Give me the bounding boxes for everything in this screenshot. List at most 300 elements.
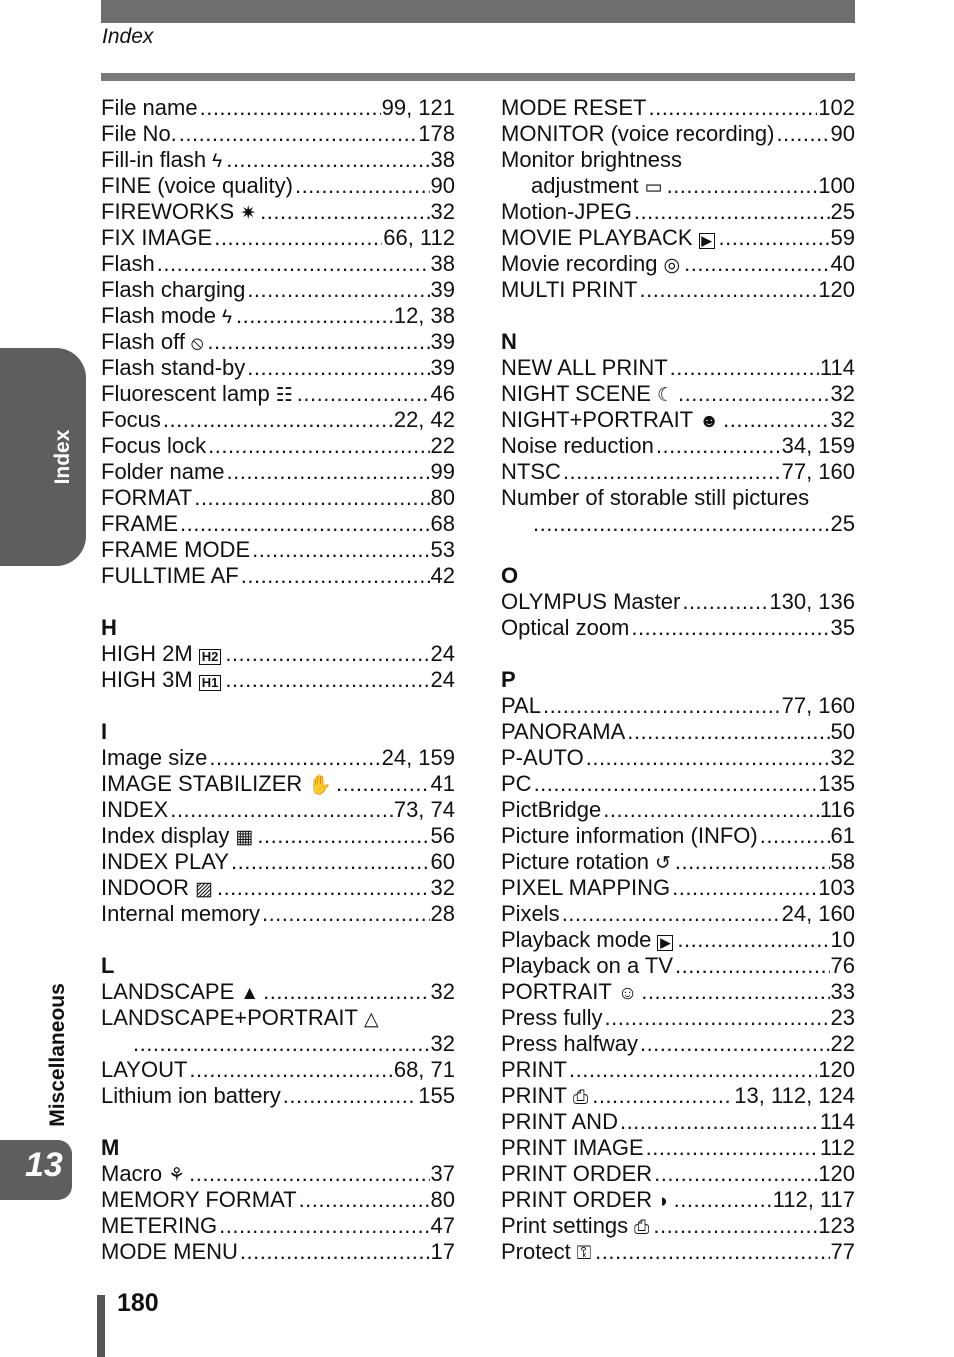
dot-leader — [219, 1213, 429, 1239]
dot-leader — [682, 589, 768, 615]
index-entry — [501, 433, 855, 459]
entry-term: MODE RESET — [501, 95, 647, 120]
dot-leader — [670, 355, 819, 381]
entry-term: PRINT — [501, 1057, 567, 1082]
entry-term: PC — [501, 771, 532, 796]
entry-page-ref: 77, 160 — [781, 693, 855, 718]
dot-leader — [231, 849, 430, 875]
entry-term: FRAME MODE — [101, 537, 251, 562]
portrait-icon: ☺ — [617, 983, 638, 1004]
entry-page-ref: 32 — [430, 199, 455, 224]
section-spacer — [501, 537, 855, 563]
dot-leader — [208, 433, 429, 459]
dot-leader — [592, 1083, 733, 1109]
entry-term: PAL — [501, 693, 541, 718]
dot-leader — [214, 225, 382, 251]
index-entry — [501, 1083, 855, 1109]
entry-term: NIGHT+PORTRAIT — [501, 407, 694, 432]
entry-page-ref: 22 — [830, 1031, 855, 1056]
playback-icon: ▶ — [699, 233, 715, 249]
index-entry — [101, 511, 455, 537]
entry-term: PRINT — [501, 1083, 567, 1108]
section-letter: L — [101, 953, 115, 978]
section-letter: P — [501, 667, 516, 692]
index-entry — [101, 797, 455, 823]
entry-term: Lithium ion battery — [101, 1083, 281, 1108]
index-entry — [501, 719, 855, 745]
dot-leader — [569, 1057, 817, 1083]
dot-leader — [667, 173, 818, 199]
dot-leader — [604, 1005, 829, 1031]
entry-term: Index display — [101, 823, 230, 848]
protect-key-icon: ⚿ — [576, 1243, 592, 1264]
playback-icon: ▶ — [657, 935, 673, 951]
index-entry — [101, 303, 455, 329]
index-entry — [501, 1213, 855, 1239]
entry-term: Focus lock — [101, 433, 207, 458]
movie-icon: ◎ — [663, 255, 681, 276]
index-entry — [101, 147, 455, 173]
entry-page-ref: 77, 160 — [781, 459, 855, 484]
dot-leader — [672, 875, 817, 901]
entry-term: adjustment — [531, 173, 639, 198]
flash-icon: ϟ — [212, 151, 223, 172]
index-entry — [101, 849, 455, 875]
entry-page-ref: 130, 136 — [769, 589, 855, 614]
entry-term: IMAGE STABILIZER — [101, 771, 303, 796]
entry-page-ref: 116 — [819, 797, 855, 822]
entry-term: Flash mode — [101, 303, 216, 328]
dot-leader — [283, 1083, 418, 1109]
entry-term: INDEX PLAY — [101, 849, 229, 874]
dot-leader — [247, 355, 429, 381]
entry-term: Protect — [501, 1239, 571, 1264]
index-entry — [101, 641, 455, 667]
entry-term: Monitor brightness — [501, 147, 682, 172]
entry-term: Press fully — [501, 1005, 603, 1030]
entry-term: Focus — [101, 407, 161, 432]
dot-leader — [678, 381, 830, 407]
entry-term: Motion-JPEG — [501, 199, 632, 224]
section-letter: O — [501, 563, 519, 588]
stabilizer-icon: ✋ — [308, 775, 332, 796]
index-entry — [101, 667, 455, 693]
entry-term: INDOOR — [101, 875, 189, 900]
dot-leader — [677, 927, 829, 953]
index-entry — [501, 1161, 855, 1187]
chapter-label: Miscellaneous — [46, 983, 69, 1127]
entry-page-ref: 46 — [430, 381, 455, 406]
index-entry — [501, 1109, 855, 1135]
section-spacer — [101, 1109, 455, 1135]
print-icon: ⎙ — [573, 1087, 589, 1108]
dot-leader — [297, 381, 430, 407]
index-entry — [101, 355, 455, 381]
dot-leader — [719, 225, 830, 251]
entry-term: INDEX — [101, 797, 169, 822]
dot-leader — [653, 1213, 817, 1239]
index-entry — [101, 979, 455, 1005]
header-rule — [101, 73, 855, 81]
index-entry — [101, 459, 455, 485]
entry-page-ref: 39 — [430, 329, 455, 354]
entry-term: OLYMPUS Master — [501, 589, 681, 614]
print-order-icon: ◗ — [658, 1191, 670, 1212]
entry-page-ref: 102 — [818, 95, 855, 120]
dot-leader — [723, 407, 829, 433]
entry-page-ref: 114 — [819, 1109, 855, 1134]
entry-term: Print settings — [501, 1213, 629, 1238]
entry-page-ref: 80 — [430, 1187, 455, 1212]
index-entry — [501, 745, 855, 771]
entry-page-ref: 90 — [430, 173, 455, 198]
entry-page-ref: 10 — [830, 927, 855, 952]
index-entry — [501, 589, 855, 615]
index-entry — [101, 485, 455, 511]
dot-leader — [200, 95, 381, 121]
index-side-tab-label: Index — [51, 429, 74, 485]
entry-page-ref: 66, 112 — [383, 225, 455, 250]
chapter-number: 13 — [25, 1146, 63, 1184]
dot-leader — [654, 1161, 817, 1187]
dot-leader — [336, 771, 430, 797]
page-header-title: Index — [102, 25, 154, 48]
dot-leader — [180, 511, 430, 537]
index-side-tab — [0, 348, 86, 566]
entry-term: Flash charging — [101, 277, 246, 302]
entry-term: LAYOUT — [101, 1057, 188, 1082]
index-entry — [501, 277, 855, 303]
entry-page-ref: 22, 42 — [393, 407, 455, 432]
dot-leader — [236, 303, 393, 329]
section-spacer — [101, 693, 455, 719]
dot-leader — [656, 433, 781, 459]
entry-page-ref: 120 — [818, 1057, 855, 1082]
entry-page-ref: 39 — [430, 355, 455, 380]
index-entry — [101, 1213, 455, 1239]
index-entry — [101, 771, 455, 797]
entry-term: NEW ALL PRINT — [501, 355, 668, 380]
index-entry — [101, 433, 455, 459]
dot-leader — [209, 745, 380, 771]
index-entry — [501, 121, 855, 147]
index-entry — [501, 459, 855, 485]
index-entry — [501, 979, 855, 1005]
entry-term: Pixels — [501, 901, 560, 926]
entry-page-ref: 24 — [430, 667, 455, 692]
entry-page-ref: 38 — [430, 147, 455, 172]
section-letter: N — [501, 329, 517, 354]
entry-term: Press halfway — [501, 1031, 638, 1056]
entry-term: Internal memory — [101, 901, 260, 926]
entry-term: Folder name — [101, 459, 225, 484]
entry-term: Flash — [101, 251, 155, 276]
entry-term: Macro — [101, 1161, 163, 1186]
index-entry — [501, 953, 855, 979]
dot-leader — [760, 823, 830, 849]
dot-leader — [262, 901, 430, 927]
h2-icon: H2 — [199, 649, 222, 665]
dot-leader — [639, 277, 817, 303]
entry-page-ref: 68, 71 — [393, 1057, 455, 1082]
dot-leader — [260, 199, 429, 225]
entry-page-ref: 33 — [830, 979, 855, 1004]
dot-leader — [227, 459, 430, 485]
entry-term: Fill-in flash — [101, 147, 207, 172]
entry-term: FIX IMAGE — [101, 225, 213, 250]
entry-page-ref: 99 — [430, 459, 455, 484]
index-entry — [501, 173, 855, 199]
entry-page-ref: 42 — [430, 563, 455, 588]
index-entry — [501, 849, 855, 875]
entry-term: Playback mode — [501, 927, 652, 952]
page-number: 180 — [117, 1289, 159, 1317]
dot-leader — [631, 615, 829, 641]
entry-page-ref: 100 — [818, 173, 855, 198]
rotation-icon: ↺ — [654, 853, 671, 874]
entry-page-ref: 32 — [830, 407, 855, 432]
entry-page-ref: 56 — [430, 823, 455, 848]
dot-leader — [620, 1109, 819, 1135]
index-entry — [501, 381, 855, 407]
entry-page-ref: 32 — [830, 381, 855, 406]
entry-page-ref: 60 — [430, 849, 455, 874]
dot-leader — [533, 511, 830, 537]
entry-page-ref: 32 — [830, 745, 855, 770]
index-entry — [101, 745, 455, 771]
entry-page-ref: 32 — [430, 979, 455, 1004]
landscape-icon: ▲ — [240, 983, 260, 1004]
dot-leader — [217, 875, 430, 901]
indoor-icon: ▨ — [195, 879, 213, 900]
entry-term: P-AUTO — [501, 745, 584, 770]
entry-term: MEMORY FORMAT — [101, 1187, 297, 1212]
dot-leader — [194, 485, 429, 511]
entry-page-ref: 99, 121 — [381, 95, 455, 120]
index-entry — [501, 251, 855, 277]
entry-term: Playback on a TV — [501, 953, 674, 978]
dot-leader — [189, 1161, 429, 1187]
section-spacer — [501, 641, 855, 667]
entry-page-ref: 178 — [418, 121, 455, 146]
index-entry — [501, 485, 855, 511]
entry-term: MONITOR (voice recording) — [501, 121, 775, 146]
section-spacer — [501, 303, 855, 329]
index-entry — [501, 901, 855, 927]
dot-leader — [225, 641, 429, 667]
entry-page-ref: 37 — [430, 1161, 455, 1186]
entry-page-ref: 80 — [430, 485, 455, 510]
index-entry — [501, 199, 855, 225]
dot-leader — [586, 745, 830, 771]
chapter-tab — [0, 1140, 72, 1200]
index-display-icon: ▦ — [235, 827, 254, 848]
index-entry — [501, 225, 855, 251]
entry-page-ref: 28 — [430, 901, 455, 926]
entry-page-ref: 90 — [830, 121, 855, 146]
entry-term: PRINT ORDER — [501, 1161, 653, 1186]
entry-page-ref: 41 — [430, 771, 455, 796]
index-entry — [501, 1187, 855, 1213]
dot-leader — [543, 693, 781, 719]
index-entry — [101, 251, 455, 277]
dot-leader — [603, 797, 819, 823]
dot-leader — [241, 563, 430, 589]
index-entry — [101, 225, 455, 251]
night-portrait-icon: ☻ — [699, 411, 720, 432]
index-entry — [501, 615, 855, 641]
flash-off-icon: ⦸ — [190, 333, 204, 354]
entry-page-ref: 114 — [819, 355, 855, 380]
index-entry — [101, 1031, 455, 1057]
dot-leader — [684, 251, 829, 277]
entry-term: PIXEL MAPPING — [501, 875, 671, 900]
index-entry — [501, 355, 855, 381]
entry-page-ref: 39 — [430, 277, 455, 302]
index-column-right — [501, 95, 855, 1265]
dot-leader — [627, 719, 829, 745]
dot-leader — [226, 147, 429, 173]
dot-leader — [640, 1031, 830, 1057]
entry-page-ref: 23 — [830, 1005, 855, 1030]
dot-leader — [675, 849, 830, 875]
entry-page-ref: 112, 117 — [772, 1187, 855, 1212]
index-entry — [101, 1161, 455, 1187]
dot-leader — [675, 953, 829, 979]
entry-page-ref: 17 — [430, 1239, 455, 1264]
section-spacer — [101, 927, 455, 953]
index-entry — [101, 1187, 455, 1213]
entry-term: Optical zoom — [501, 615, 630, 640]
entry-page-ref: 22 — [430, 433, 455, 458]
dot-leader — [225, 667, 429, 693]
entry-page-ref: 76 — [830, 953, 855, 978]
entry-page-ref: 68 — [430, 511, 455, 536]
dot-leader — [263, 979, 429, 1005]
index-entry — [501, 1031, 855, 1057]
entry-page-ref: 50 — [830, 719, 855, 744]
index-entry — [501, 927, 855, 953]
section-spacer — [101, 589, 455, 615]
dot-leader — [170, 797, 393, 823]
entry-page-ref: 120 — [818, 277, 855, 302]
dot-leader — [595, 1239, 829, 1265]
index-entry — [501, 1057, 855, 1083]
entry-page-ref: 40 — [830, 251, 855, 276]
entry-term: Movie recording — [501, 251, 658, 276]
index-entry — [101, 329, 455, 355]
entry-term: File name — [101, 95, 198, 120]
dot-leader — [634, 199, 830, 225]
page-number-bar — [97, 1295, 105, 1357]
entry-term: NIGHT SCENE — [501, 381, 651, 406]
entry-term: PANORAMA — [501, 719, 626, 744]
entry-term: NTSC — [501, 459, 561, 484]
entry-page-ref: 38 — [430, 251, 455, 276]
index-entry — [501, 147, 855, 173]
dot-leader — [157, 251, 430, 277]
entry-page-ref: 120 — [818, 1161, 855, 1186]
entry-page-ref: 135 — [818, 771, 855, 796]
index-entry — [101, 199, 455, 225]
index-entry — [101, 95, 455, 121]
index-entry — [101, 901, 455, 927]
dot-leader — [534, 771, 818, 797]
dot-leader — [641, 979, 829, 1005]
entry-page-ref: 24 — [430, 641, 455, 666]
fluorescent-icon: ☷ — [275, 385, 293, 406]
entry-term: Number of storable still pictures — [501, 485, 810, 510]
entry-term: PRINT IMAGE — [501, 1135, 644, 1160]
index-entry — [501, 95, 855, 121]
index-entry — [501, 407, 855, 433]
index-entry — [501, 693, 855, 719]
landscape-portrait-icon: △ — [363, 1009, 379, 1030]
dot-leader — [179, 121, 417, 147]
entry-term: HIGH 3M — [101, 667, 193, 692]
entry-term: LANDSCAPE — [101, 979, 235, 1004]
entry-page-ref: 24, 159 — [381, 745, 455, 770]
entry-term: FIREWORKS — [101, 199, 235, 224]
entry-page-ref: 32 — [430, 1031, 455, 1056]
index-entry — [101, 407, 455, 433]
night-scene-icon: ☾ — [656, 385, 674, 406]
section-letter: H — [101, 615, 117, 640]
entry-term: MULTI PRINT — [501, 277, 638, 302]
index-entry — [101, 563, 455, 589]
dot-leader — [646, 1135, 819, 1161]
index-entry — [101, 1057, 455, 1083]
dot-leader — [189, 1057, 392, 1083]
entry-term: File No. — [101, 121, 177, 146]
dot-leader — [562, 901, 781, 927]
index-entry — [501, 1239, 855, 1265]
index-entry — [501, 1135, 855, 1161]
entry-page-ref: 103 — [818, 875, 855, 900]
entry-term: FORMAT — [101, 485, 193, 510]
dot-leader — [247, 277, 429, 303]
dot-leader — [240, 1239, 430, 1265]
entry-term: Fluorescent lamp — [101, 381, 270, 406]
entry-page-ref: 155 — [418, 1083, 455, 1108]
dot-leader — [299, 1187, 430, 1213]
index-entry — [501, 771, 855, 797]
monitor-brightness-icon: ▭ — [644, 177, 663, 198]
dot-leader — [648, 95, 817, 121]
entry-term: Picture rotation — [501, 849, 649, 874]
entry-term: MODE MENU — [101, 1239, 238, 1264]
entry-term: Picture information (INFO) — [501, 823, 758, 848]
fireworks-icon: ✷ — [240, 203, 257, 224]
index-entry — [101, 277, 455, 303]
entry-term: PRINT ORDER — [501, 1187, 653, 1212]
dot-leader — [163, 407, 393, 433]
entry-term: PORTRAIT — [501, 979, 612, 1004]
index-entry — [101, 1083, 455, 1109]
dot-leader — [207, 329, 429, 355]
index-entry — [501, 797, 855, 823]
entry-term: FRAME — [101, 511, 178, 536]
entry-page-ref: 112 — [819, 1135, 855, 1160]
dot-leader — [563, 459, 781, 485]
index-entry — [101, 1005, 455, 1031]
entry-page-ref: 53 — [430, 537, 455, 562]
index-entry — [501, 1005, 855, 1031]
index-entry — [101, 381, 455, 407]
dot-leader — [257, 823, 429, 849]
dot-leader — [295, 173, 430, 199]
entry-page-ref: 123 — [818, 1213, 855, 1238]
